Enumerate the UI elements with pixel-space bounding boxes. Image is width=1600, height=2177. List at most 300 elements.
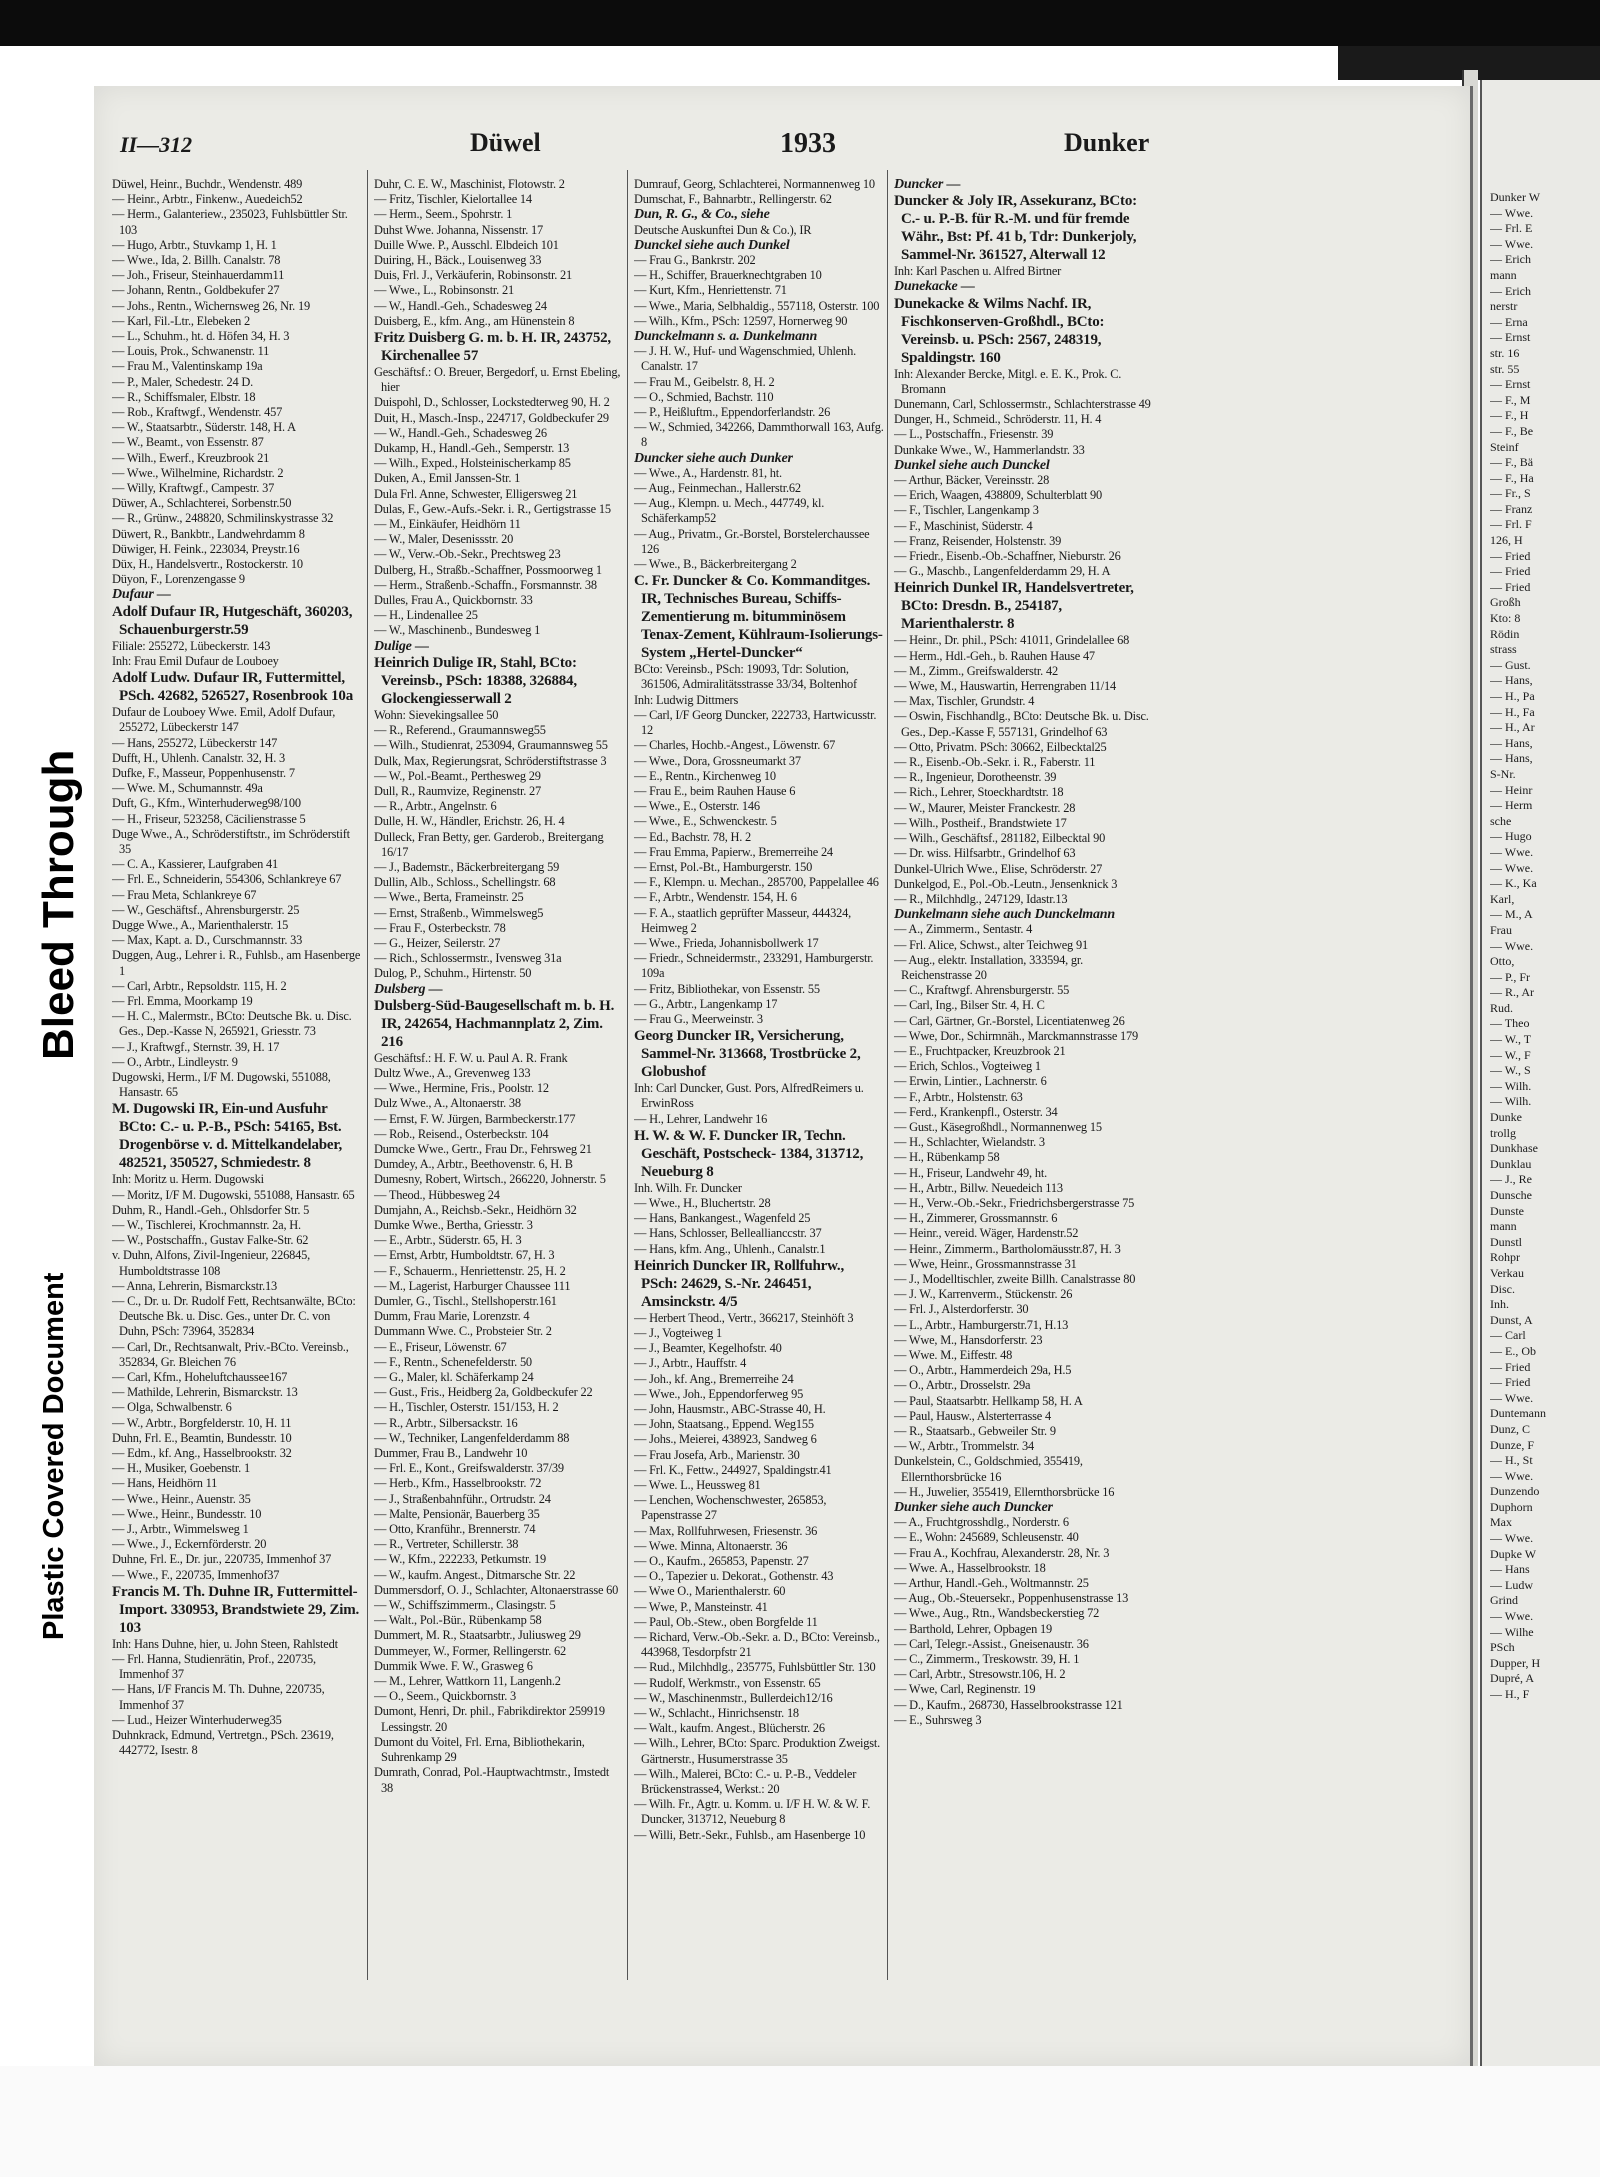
directory-entry: — Wwe., A., Hardenstr. 81, ht.: [634, 465, 782, 480]
firm-entry: Adolf Dufaur IR, Hutgeschäft, 360203, Schauenburgerstr.59: [112, 603, 353, 638]
directory-entry: — Charles, Hochb.-Angest., Löwenstr. 67: [634, 738, 836, 753]
directory-entry: — Moritz, I/F M. Dugowski, 551088, Hansastr. 65: [112, 1187, 355, 1202]
directory-entry: — O., Schmied, Bachstr. 110: [634, 389, 774, 404]
directory-entry: BCto: Vereinsb., PSch: 19093, Tdr: Solution, 361506, Admiralitätsstrasse 33/34, Boltenhof: [634, 662, 857, 692]
directory-entry: — Frau G., Bankrstr. 202: [634, 253, 756, 268]
directory-entry: — J. W., Karrenverm., Stückenstr. 26: [894, 1287, 1073, 1302]
directory-entry: — C., Dr. u. Dr. Rudolf Fett, Rechtsanwälte, BCto: Deutsche Bk. u. Disc. Ges., unter Dr. C. von Duhn, PSch: 73964, 352834: [112, 1294, 356, 1339]
adjacent-page-line: — F., Ha: [1490, 470, 1534, 485]
directory-entry: — Aug., elektr. Installation, 333594, gr. Reichenstrasse 20: [894, 952, 1083, 982]
directory-entry: — Rich., Schlossermstr., Ivensweg 31a: [374, 951, 562, 966]
page-header: [120, 128, 1160, 164]
directory-entry: — J., Straßenbahnführ., Ortrudstr. 24: [374, 1491, 551, 1506]
directory-entry: Duken, A., Emil Janssen-Str. 1: [374, 471, 521, 486]
directory-entry: Dukamp, H., Handl.-Geh., Semperstr. 13: [374, 441, 570, 456]
adjacent-page: [1480, 80, 1600, 2070]
directory-entry: Duiring, H., Bäck., Louisenweg 33: [374, 253, 542, 268]
adjacent-page-line: Dunsche: [1490, 1188, 1532, 1202]
directory-entry: — Erich, Schlos., Vogteiweg 1: [894, 1059, 1041, 1074]
adjacent-page-line: mann: [1490, 267, 1517, 282]
section-heading: Dufaur —: [112, 587, 171, 603]
directory-entry: Dufaur de Louboey Wwe. Emil, Adolf Dufaur, 255272, Lübeckerstr 147: [112, 705, 336, 735]
firm-entry: Adolf Ludw. Dufaur IR, Futtermittel, PSch. 42682, 526527, Rosenbrook 10a: [112, 670, 353, 705]
directory-entry: — Wilh., Ewerf., Kreuzbrook 21: [112, 450, 270, 465]
directory-entry: — H., Lehrer, Landwehr 16: [634, 1111, 768, 1126]
adjacent-page-line: — Fried: [1490, 1375, 1531, 1390]
directory-entry: — Heinr., Arbtr., Finkenw., Auedeich52: [112, 192, 303, 207]
directory-entry: — Gust., Käsegroßhdl., Normannenweg 15: [894, 1119, 1102, 1134]
directory-entry: — W., Schlacht., Hinrichsenstr. 18: [634, 1706, 799, 1721]
directory-entry: — Wwe, Dor., Schirmnäh., Marckmannstrasse 179: [894, 1028, 1139, 1043]
directory-entry: — Wwe, M., Hauswartin, Herrengraben 11/14: [894, 679, 1116, 694]
firm-entry: Georg Duncker IR, Versicherung, Sammel-Nr. 313668, Trostbrücke 2, Globushof: [634, 1028, 861, 1081]
directory-entry: — Frau Josefa, Arb., Marienstr. 30: [634, 1447, 800, 1462]
directory-entry: Dulk, Max, Regierungsrat, Schröderstiftstrasse 3: [374, 753, 607, 768]
adjacent-page-line: — Hugo: [1490, 829, 1532, 844]
directory-entry: Dunemann, Carl, Schlossermstr., Schlachterstrasse 49: [894, 397, 1151, 412]
adjacent-page-line: Steinf: [1490, 439, 1519, 454]
directory-entry: — Frau M., Geibelstr. 8, H. 2: [634, 374, 775, 389]
adjacent-page-line: Rödin: [1490, 626, 1520, 641]
directory-entry: — A., Zimmerm., Sentastr. 4: [894, 922, 1033, 937]
adjacent-page-line: — Wwe.: [1490, 860, 1534, 875]
directory-entry: Dummer, Frau B., Landwehr 10: [374, 1446, 528, 1461]
directory-entry: — Heinr., vereid. Wäger, Hardenstr.52: [894, 1226, 1079, 1241]
directory-entry: — R., Arbtr., Silbersackstr. 16: [374, 1415, 518, 1430]
directory-entry: — Heinr., Dr. phil., PSch: 41011, Grindelallee 68: [894, 633, 1130, 648]
adjacent-page-line: — Heinr: [1490, 782, 1533, 797]
adjacent-page-line: Frau: [1490, 922, 1512, 937]
directory-entry: Geschäftsf.: O. Breuer, Bergedorf, u. Ernst Ebeling, hier: [374, 365, 621, 395]
directory-entry: — Ernst, Arbtr, Humboldtstr. 67, H. 3: [374, 1248, 555, 1263]
directory-entry: Duis, Frl. J., Verkäuferin, Robinsonstr. 21: [374, 268, 573, 283]
adjacent-page-line: Dunke: [1490, 1110, 1522, 1125]
section-heading: Duncker —: [894, 177, 961, 192]
directory-entry: — G., Arbtr., Langenkamp 17: [634, 996, 778, 1011]
directory-entry: — R., Referend., Graumannsweg55: [374, 723, 546, 738]
directory-entry: — P., Maler, Schedestr. 24 D.: [112, 374, 253, 389]
directory-entry: — Carl, Arbtr., Stresowstr.106, H. 2: [894, 1667, 1066, 1682]
directory-entry: Dummersdorf, O. J., Schlachter, Altonaerstrasse 60: [374, 1582, 619, 1597]
directory-entry: Dumjahn, A., Reichsb.-Sekr., Heidhörn 32: [374, 1202, 577, 1217]
directory-entry: Dunkelstein, C., Goldschmied, 355419, Ellernthorsbrücke 16: [894, 1454, 1083, 1484]
directory-entry: — H., Schlachter, Wielandstr. 3: [894, 1135, 1045, 1150]
adjacent-page-line: Dunkhase: [1490, 1141, 1538, 1156]
directory-entry: — O., Seem., Quickbornstr. 3: [374, 1689, 517, 1704]
directory-entry: — Theod., Hübbesweg 24: [374, 1187, 500, 1202]
directory-entry: — Frau M., Valentinskamp 19a: [112, 359, 263, 374]
adjacent-page-line: — Wilh.: [1490, 1094, 1532, 1109]
directory-entry: — W., Tischlerei, Krochmannstr. 2a, H.: [112, 1217, 301, 1232]
directory-entry: — J., Kraftwgf., Sternstr. 39, H. 17: [112, 1039, 280, 1054]
section-heading: Dunekacke —: [894, 279, 975, 295]
directory-entry: — R., Vertreter, Schillerstr. 38: [374, 1537, 519, 1552]
directory-entry: — F., Arbtr., Wendenstr. 154, H. 6: [634, 890, 797, 905]
directory-entry: — Lud., Heizer Winterhuderweg35: [112, 1712, 282, 1727]
directory-entry: Dumdey, A., Arbtr., Beethovenstr. 6, H. B: [374, 1157, 573, 1172]
directory-entry: — John, Hausmstr., ABC-Strasse 40, H.: [634, 1402, 826, 1416]
adjacent-page-line: — Ernst: [1490, 377, 1531, 392]
adjacent-page-line: — H., Fa: [1490, 704, 1535, 719]
directory-entry: — W., Handl.-Geh., Schadesweg 24: [374, 298, 547, 313]
directory-entry: Duggen, Aug., Lehrer i. R., Fuhlsb., am Hasenberge 1: [112, 948, 361, 978]
directory-entry: Dulz Wwe., A., Altonaerstr. 38: [374, 1096, 521, 1111]
directory-entry: — Wwe, M., Hansdorferstr. 23: [894, 1332, 1043, 1347]
directory-entry: — Ernst, F. W. Jürgen, Barmbeckerstr.177: [374, 1111, 576, 1126]
directory-entry: Dufke, F., Masseur, Poppenhusenstr. 7: [112, 765, 295, 780]
adjacent-page-line: Kto: 8: [1490, 611, 1521, 626]
adjacent-page-line: — F., Be: [1490, 423, 1534, 438]
directory-entry: — Wilh., Geschäftsf., 281182, Eilbecktal 90: [894, 831, 1106, 846]
directory-entry: — Wwe. M., Eiffestr. 48: [894, 1348, 1013, 1362]
directory-entry: Dumke Wwe., Bertha, Griesstr. 3: [374, 1217, 533, 1232]
section-heading: Dulsberg —: [374, 981, 443, 997]
directory-entry: — W., Arbtr., Borgfelderstr. 10, H. 11: [112, 1415, 292, 1430]
directory-entry: — Otto, Kranführ., Brennerstr. 74: [374, 1522, 536, 1537]
directory-entry: — H., Musiker, Goebenstr. 1: [112, 1461, 250, 1476]
directory-entry: — M., Lehrer, Wattkorn 11, Langenh.2: [374, 1674, 561, 1689]
directory-entry: — Herm., Hdl.-Geh., b. Rauhen Hause 47: [894, 648, 1095, 663]
adjacent-page-line: Dunst, A: [1490, 1312, 1533, 1327]
directory-entry: — W., Arbtr., Trommelstr. 34: [894, 1439, 1035, 1454]
year-heading: 1933: [780, 128, 836, 159]
directory-entry: — Kurt, Kfm., Henriettenstr. 71: [634, 283, 787, 298]
adjacent-page-line: — Frl. F: [1490, 517, 1532, 532]
section-heading: Dunkel siehe auch Dunckel: [894, 457, 1050, 473]
directory-entry: — Carl, Arbtr., Repsoldstr. 115, H. 2: [112, 978, 287, 993]
directory-entry: Dumcke Wwe., Gertr., Frau Dr., Fehrsweg 21: [374, 1141, 592, 1156]
directory-entry: Dunger, H., Schmeid., Schröderstr. 11, H. 4: [894, 412, 1102, 427]
directory-entry: — H., Rübenkamp 58: [894, 1150, 1000, 1165]
directory-entry: — Johs., Meierei, 438923, Sandweg 6: [634, 1432, 817, 1447]
directory-entry: Dull, R., Raumvize, Reginenstr. 27: [374, 783, 541, 798]
directory-entry: Dunkake Wwe., W., Hammerlandstr. 33: [894, 442, 1085, 457]
directory-entry: — Wwe., Frieda, Johannisbollwerk 17: [634, 935, 819, 950]
directory-entry: — R., Schiffsmaler, Elbstr. 18: [112, 389, 256, 404]
directory-entry: — Hans, Heidhörn 11: [112, 1476, 218, 1491]
directory-entry: — R., Grünw., 248820, Schmilinskystrasse 32: [112, 511, 334, 526]
adjacent-page-line: — Fried: [1490, 579, 1531, 594]
adjacent-page-line: — H., Pa: [1490, 689, 1535, 703]
section-heading: Duncker siehe auch Dunker: [634, 450, 793, 466]
adjacent-page-line: S-Nr.: [1490, 766, 1516, 781]
directory-entry: — Hugo, Arbtr., Stuvkamp 1, H. 1: [112, 237, 277, 252]
adjacent-page-line: — Ernst: [1490, 330, 1531, 345]
directory-entry: — Frl. Hanna, Studienrätin, Prof., 220735, Immenhof 37: [112, 1652, 316, 1682]
directory-entry: Dumschat, F., Bahnarbtr., Rellingerstr. 62: [634, 192, 832, 207]
section-heading: Dunckelmann s. a. Dunkelmann: [634, 329, 818, 345]
directory-entry: Dulberg, H., Straßb.-Schaffner, Possmoorweg 1: [374, 562, 602, 577]
directory-entry: — P., Heißluftm., Eppendorferlandstr. 26: [634, 405, 831, 420]
adjacent-page-line: — Erich: [1490, 283, 1531, 298]
adjacent-page-line: Dupper, H: [1490, 1655, 1541, 1670]
adjacent-page-line: Dunz, C: [1490, 1421, 1530, 1436]
section-heading: Dunker siehe auch Duncker: [894, 1500, 1053, 1516]
firm-entry: M. Dugowski IR, Ein-und Ausfuhr BCto: C.- u. P.-B., PSch: 54165, Bst. Drogenbörse v. d. Mittelkandelaber, 482521, 350527, Schmiedestr. 8: [112, 1101, 343, 1172]
directory-entry: — Wilh., Malerei, BCto: C.- u. P.-B., Veddeler Brückenstrasse4, Werkst.: 20: [634, 1766, 857, 1797]
directory-entry: — Arthur, Bäcker, Vereinsstr. 28: [894, 473, 1050, 488]
directory-entry: — W., Maschinenb., Bundesweg 1: [374, 623, 541, 638]
directory-entry: — Frau A., Kochfrau, Alexanderstr. 28, Nr. 3: [894, 1545, 1110, 1560]
directory-entry: Dumrath, Conrad, Pol.-Hauptwachtmstr., Imstedt 38: [374, 1765, 610, 1795]
directory-entry: — H., Schiffer, Brauerknechtgraben 10: [634, 268, 822, 283]
directory-entry: — Erich, Waagen, 438809, Schulterblatt 90: [894, 488, 1103, 503]
directory-entry: — F., Klempn. u. Mechan., 285700, Pappelallee 46: [634, 875, 879, 890]
directory-entry: — Hans, Bankangest., Wagenfeld 25: [634, 1211, 811, 1226]
section-heading: Dunkelmann siehe auch Dunckelmann: [894, 907, 1115, 923]
directory-entry: — Lenchen, Wochenschwester, 265853, Papenstrasse 27: [634, 1493, 827, 1523]
adjacent-page-line: — Carl: [1490, 1328, 1526, 1343]
adjacent-page-line: — Ludw: [1490, 1577, 1533, 1592]
directory-entry: — Malte, Pensionär, Bauerberg 35: [374, 1506, 540, 1521]
directory-entry: — Carl, Gärtner, Gr.-Borstel, Licentiatenweg 26: [894, 1013, 1125, 1028]
directory-entry: Dula Frl. Anne, Schwester, Elligersweg 21: [374, 486, 578, 501]
left-guide-word: Düwel: [470, 128, 541, 157]
directory-entry: — Joh., kf. Ang., Bremerreihe 24: [634, 1371, 794, 1386]
directory-entry: — Hans, 255272, Lübeckerstr 147: [112, 735, 278, 750]
directory-entry: — Wwe., Maria, Selbhaldig., 557118, Osterstr. 100: [634, 298, 880, 313]
directory-entry: — Wwe., Heinr., Auenstr. 35: [112, 1491, 251, 1506]
directory-entry: — Carl, Dr., Rechtsanwalt, Priv.-BCto. Vereinsb., 352834, Gr. Bleichen 76: [112, 1339, 349, 1369]
directory-entry: — Aug., Feinmechan., Hallerstr.62: [634, 481, 801, 496]
adjacent-page-line: Großh: [1490, 595, 1521, 610]
firm-entry: Heinrich Dunkel IR, Handelsvertreter, BCto: Dresdn. B., 254187, Marienthalerstr. 8: [894, 580, 1134, 633]
directory-entry: — Herm., Seem., Spohrstr. 1: [374, 207, 513, 222]
adjacent-page-line: Rud.: [1490, 1000, 1514, 1015]
adjacent-page-line: — Fr., S: [1490, 486, 1531, 501]
directory-entry: Filiale: 255272, Lübeckerstr. 143: [112, 638, 271, 653]
directory-entry: — R., Ingenieur, Dorotheenstr. 39: [894, 770, 1057, 785]
directory-entry: — O., Arbtr., Lindleystr. 9: [112, 1054, 238, 1069]
directory-entry: — Hans, I/F Francis M. Th. Duhne, 220735, Immenhof 37: [112, 1682, 325, 1712]
directory-entry: — O., Kaufm., 265853, Papenstr. 27: [634, 1554, 809, 1569]
directory-entry: — Arthur, Handl.-Geh., Woltmannstr. 25: [894, 1576, 1089, 1591]
directory-entry: — Wwe O., Marienthalerstr. 60: [634, 1584, 786, 1599]
directory-entry: Duhnkrack, Edmund, Vertretgn., PSch. 23619, 442772, Isestr. 8: [112, 1728, 334, 1758]
directory-entry: — W., Handl.-Geh., Schadesweg 26: [374, 425, 547, 440]
directory-entry: — Gust., Fris., Heidberg 2a, Goldbeckufer 22: [374, 1385, 593, 1400]
section-heading: Dulige —: [374, 638, 429, 654]
directory-entry: Dummert, M. R., Staatsarbtr., Juliusweg 29: [374, 1628, 581, 1643]
directory-entry: Dummann Wwe. C., Probsteier Str. 2: [374, 1324, 552, 1339]
directory-entry: — Wwe., Joh., Eppendorferweg 95: [634, 1386, 804, 1401]
directory-entry: — C., Kraftwgf. Ahrensburgerstr. 55: [894, 983, 1070, 998]
firm-entry: Francis M. Th. Duhne IR, Futtermittel-Import. 330953, Brandstwiete 29, Zim. 103: [112, 1583, 360, 1636]
directory-entry: — Wwe., H., Bluchertstr. 28: [634, 1195, 771, 1210]
directory-entry: Dummeyer, W., Former, Rellingerstr. 62: [374, 1643, 567, 1658]
directory-entry: — Rob., Kraftwgf., Wendenstr. 457: [112, 405, 283, 420]
directory-entry: — Frl. J., Alsterdorferstr. 30: [894, 1302, 1029, 1317]
directory-entry: — W., Staatsarbtr., Süderstr. 148, H. A: [112, 420, 296, 435]
adjacent-page-line: — P., Fr: [1490, 969, 1531, 984]
directory-entry: — Rich., Lehrer, Stoeckhardtstr. 18: [894, 785, 1064, 800]
directory-entry: — Wwe., Heinr., Bundesstr. 10: [112, 1506, 262, 1521]
directory-entry: Inh: Alexander Bercke, Mitgl. e. E. K., Prok. C. Bromann: [894, 366, 1122, 396]
adjacent-page-line: Karl,: [1490, 891, 1515, 906]
directory-entry: Duhst Wwe. Johanna, Nissenstr. 17: [374, 222, 544, 237]
adjacent-page-line: — Wilh.: [1490, 1078, 1532, 1093]
directory-entry: — D., Kaufm., 268730, Hasselbrookstrasse 121: [894, 1697, 1123, 1712]
directory-entry: Dulles, Frau A., Quickbornstr. 33: [374, 593, 533, 608]
directory-entry: — F., Schauerm., Henriettenstr. 25, H. 2: [374, 1263, 566, 1278]
directory-entry: — M., Einkäufer, Heidhörn 11: [374, 517, 521, 532]
directory-entry: Dunkel-Ulrich Wwe., Elise, Schröderstr. 27: [894, 861, 1103, 876]
directory-entry: Düwel, Heinr., Buchdr., Wendenstr. 489: [112, 177, 303, 191]
scan-bottom-margin: [0, 2066, 1600, 2177]
adjacent-page-line: Dunze, F: [1490, 1437, 1534, 1452]
directory-entry: — A., Fruchtgrosshdlg., Norderstr. 6: [894, 1515, 1069, 1530]
firm-entry: C. Fr. Duncker & Co. Kommanditges. IR, Technisches Bureau, Schiffs-Zementierung m. bitumminösem Tenax-Zement, Kühlraum-Isolierungs-System „Hertel-Duncker“: [634, 573, 883, 662]
adjacent-page-line: Max: [1490, 1515, 1512, 1530]
adjacent-page-line: PSch: [1490, 1640, 1515, 1655]
adjacent-page-line: Disc.: [1490, 1281, 1515, 1296]
directory-entry: Düwer, A., Schlachterei, Sorbenstr.50: [112, 496, 292, 511]
directory-entry: — C., Zimmerm., Treskowstr. 39, H. 1: [894, 1652, 1080, 1667]
directory-entry: Duft, G., Kfm., Winterhuderweg98/100: [112, 796, 301, 811]
directory-entry: — H., Lindenallee 25: [374, 608, 478, 623]
column-rule: [367, 170, 368, 1980]
adjacent-page-line: Dupke W: [1490, 1546, 1537, 1561]
adjacent-page-line: Inh.: [1490, 1297, 1509, 1312]
adjacent-page-line: — Frl. E: [1490, 221, 1533, 236]
directory-entry: — Louis, Prok., Schwanenstr. 11: [112, 344, 270, 359]
directory-entry: — Max, Kapt. a. D., Curschmannstr. 33: [112, 933, 303, 948]
directory-entry: — Anna, Lehrerin, Bismarckstr.13: [112, 1278, 277, 1293]
directory-entry: — Joh., Friseur, Steinhauerdamm11: [112, 268, 285, 283]
directory-entry: — Wwe., Ida, 2. Billh. Canalstr. 78: [112, 253, 281, 268]
directory-entry: — Frau F., Osterbeckstr. 78: [374, 920, 506, 935]
directory-entry: — W., Pol.-Beamt., Perthesweg 29: [374, 768, 541, 783]
adjacent-page-line: — H., Ar: [1490, 720, 1535, 735]
directory-entry: — H., Juwelier, 355419, Ellernthorsbrücke 16: [894, 1484, 1115, 1499]
directory-entry: — H. C., Malermstr., BCto: Deutsche Bk. u. Disc. Ges., Dep.-Kasse N, 265921, Griesstr. 73: [112, 1009, 352, 1039]
directory-entry: — Frl. E., Kont., Greifswalderstr. 37/39: [374, 1461, 564, 1476]
firm-entry: Heinrich Duncker IR, Rollfuhrw., PSch: 24629, S.-Nr. 246451, Amsinckstr. 4/5: [634, 1257, 845, 1310]
adjacent-page-line: — Hans,: [1490, 673, 1533, 688]
adjacent-page-line: — H., St: [1490, 1453, 1533, 1468]
directory-entry: Duhn, Frl. E., Beamtin, Bundesstr. 10: [112, 1430, 292, 1445]
directory-entry: — Willy, Kraftwgf., Campestr. 37: [112, 481, 275, 496]
adjacent-page-line: — Wwe.: [1490, 1390, 1534, 1405]
directory-entry: — Carl, I/F Georg Duncker, 222733, Hartwicusstr. 12: [634, 707, 877, 738]
directory-entry: — Carl, Ing., Bilser Str. 4, H. C: [894, 998, 1045, 1013]
directory-entry: — H., Tischler, Osterstr. 151/153, H. 2: [374, 1400, 559, 1415]
directory-entry: — J., Modelltischler, zweite Billh. Canalstrasse 80: [894, 1271, 1136, 1286]
directory-entry: Inh: Hans Duhne, hier, u. John Steen, Rahlstedt: [112, 1636, 338, 1651]
adjacent-page-line: — F., M: [1490, 392, 1531, 407]
directory-entry: — Wwe, Carl, Reginenstr. 19: [894, 1682, 1036, 1697]
directory-entry: — Rud., Milchhdlg., 235775, Fuhlsbüttler Str. 130: [634, 1660, 876, 1675]
adjacent-page-line: — Fried: [1490, 548, 1531, 563]
directory-entry: — L., Postschaffn., Friesenstr. 39: [894, 427, 1054, 442]
directory-entry: — Johann, Rentn., Goldbekufer 27: [112, 283, 280, 298]
directory-entry: Dugge Wwe., A., Marienthalerstr. 15: [112, 917, 289, 932]
directory-entry: — O., Arbtr., Hammerdeich 29a, H.5: [894, 1363, 1072, 1378]
directory-entry: — O., Arbtr., Drosselstr. 29a: [894, 1378, 1031, 1393]
directory-entry: — E., Wohn: 245689, Schleusenstr. 40: [894, 1530, 1079, 1545]
adjacent-page-line: — Wwe.: [1490, 1609, 1534, 1624]
directory-entry: — Max, Rollfuhrwesen, Friesenstr. 36: [634, 1523, 818, 1538]
directory-entry: — Wwe., L., Robinsonstr. 21: [374, 283, 514, 298]
directory-entry: — Herm., Straßenb.-Schaffn., Forsmannstr. 38: [374, 577, 597, 592]
directory-entry: — Carl, Kfm., Hoheluftchaussee167: [112, 1370, 288, 1385]
directory-entry: — Fritz, Tischler, Kielortallee 14: [374, 192, 532, 207]
directory-entry: — Wilh., Lehrer, BCto: Sparc. Produktion Zweigst. Gärtnerstr., Husumerstrasse 35: [634, 1736, 881, 1766]
directory-entry: Duisberg, E., kfm. Ang., am Hünenstein 8: [374, 313, 575, 328]
adjacent-page-line: — Wwe.: [1490, 1468, 1534, 1483]
directory-entry: — Rudolf, Werkmstr., von Essenstr. 65: [634, 1675, 821, 1690]
directory-entry: — F., Rentn., Schenefelderstr. 50: [374, 1354, 532, 1369]
adjacent-page-line: — F., Bä: [1490, 455, 1534, 470]
directory-entry: Geschäftsf.: H. F. W. u. Paul A. R. Frank: [374, 1050, 568, 1065]
firm-entry: Heinrich Dulige IR, Stahl, BCto: Vereinsb., PSch: 18388, 326884, Glockengiesserwall 2: [374, 654, 577, 707]
directory-entry: Duit, H., Masch.-Insp., 224717, Goldbeckufer 29: [374, 410, 609, 425]
directory-entry: — G., Maschb., Langenfelderdamm 29, H. A: [894, 564, 1111, 579]
directory-entry: — Wwe, P., Mansteinstr. 41: [634, 1599, 768, 1614]
directory-entry: — Herm., Galanteriew., 235023, Fuhlsbüttler Str. 103: [112, 207, 348, 237]
firm-entry: Dunekacke & Wilms Nachf. IR, Fischkonserven-Großhdl., BCto: Vereinsb. u. PSch: 2567, 248319, Spaldingstr. 160: [894, 295, 1105, 366]
directory-entry: — Wwe., Berta, Frameinstr. 25: [374, 890, 524, 905]
directory-entry: — Johs., Rentn., Wichernsweg 26, Nr. 19: [112, 298, 310, 313]
directory-entry: — W., Schiffszimmerm., Clasingstr. 5: [374, 1598, 556, 1613]
directory-entry: — F., Arbtr., Holstenstr. 63: [894, 1089, 1023, 1104]
page-number: II—312: [120, 132, 193, 157]
directory-entry: — Wwe. M., Schumannstr. 49a: [112, 781, 263, 796]
directory-entry: — H., Friseur, 523258, Cäcilienstrasse 5: [112, 811, 306, 826]
directory-entry: Duispohl, D., Schlosser, Lockstedterweg 90, H. 2: [374, 395, 610, 410]
directory-entry: — Wwe., E., Osterstr. 146: [634, 799, 760, 814]
adjacent-page-line: Dunste: [1490, 1203, 1524, 1218]
directory-entry: — Wilh., Kfm., PSch: 12597, Hornerweg 90: [634, 313, 848, 328]
adjacent-page-line: str. 16: [1490, 345, 1520, 360]
adjacent-page-line: Dunklau: [1490, 1156, 1532, 1171]
adjacent-page-line: — Erich: [1490, 252, 1531, 267]
directory-entry: — Wwe., J., Eckernförderstr. 20: [112, 1537, 267, 1552]
directory-entry: — O., Tapezier u. Dekorat., Gothenstr. 43: [634, 1569, 834, 1584]
directory-entry: — E., Rentn., Kirchenweg 10: [634, 768, 776, 783]
right-guide-word: Dunker: [1064, 128, 1150, 157]
directory-entry: — W., kaufm. Angest., Ditmarsche Str. 22: [374, 1567, 576, 1582]
adjacent-page-line: 126, H: [1490, 533, 1523, 548]
directory-entry: — W., Maurer, Meister Franckestr. 28: [894, 800, 1076, 815]
directory-entry: — Frau E., beim Rauhen Hause 6: [634, 783, 796, 798]
directory-entry: — W., Kfm., 222233, Petkumstr. 19: [374, 1552, 547, 1567]
directory-entry: — Rob., Reisend., Osterbeckstr. 104: [374, 1126, 549, 1141]
directory-entry: — R., Staatsarb., Gebweiler Str. 9: [894, 1424, 1056, 1439]
directory-entry: — F. A., staatlich geprüfter Masseur, 444324, Heimweg 2: [634, 905, 851, 935]
column-rule: [887, 170, 888, 1980]
adjacent-page-line: — Hans,: [1490, 751, 1533, 766]
adjacent-page-column: [1490, 190, 1600, 1703]
adjacent-page-line: — Wilhe: [1490, 1624, 1534, 1639]
directory-entry: — W., Maschinenmstr., Bullerdeich12/16: [634, 1690, 833, 1705]
directory-entry: — Wwe. Minna, Altonaerstr. 36: [634, 1538, 788, 1553]
directory-entry: — Edm., kf. Ang., Hasselbrookstr. 32: [112, 1446, 292, 1461]
directory-entry: — E., Fruchtpacker, Kreuzbrook 21: [894, 1043, 1066, 1058]
adjacent-page-line: — J., Re: [1490, 1172, 1532, 1187]
directory-entry: Dumont, Henri, Dr. phil., Fabrikdirektor 259919 Lessingstr. 20: [374, 1704, 605, 1734]
directory-entry: — Karl, Fil.-Ltr., Elebeken 2: [112, 313, 251, 328]
adjacent-page-line: — Hans: [1490, 1562, 1530, 1577]
directory-entry: — Aug., Privatm., Gr.-Borstel, Borstelerchaussee 126: [634, 526, 870, 556]
directory-entry: Düwiger, H. Feink., 223034, Preystr.16: [112, 541, 300, 556]
directory-entry: — Willi, Betr.-Sekr., Fuhlsb., am Hasenberge 10: [634, 1827, 866, 1842]
directory-entry: Inh: Karl Paschen u. Alfred Birtner: [894, 264, 1062, 279]
adjacent-page-line: — W., F: [1490, 1047, 1531, 1062]
directory-entry: — W., Geschäftsf., Ahrensburgerstr. 25: [112, 902, 300, 917]
directory-entry: — R., Eisenb.-Ob.-Sekr. i. R., Faberstr. 11: [894, 755, 1096, 770]
adjacent-page-line: — Wwe.: [1490, 236, 1534, 251]
